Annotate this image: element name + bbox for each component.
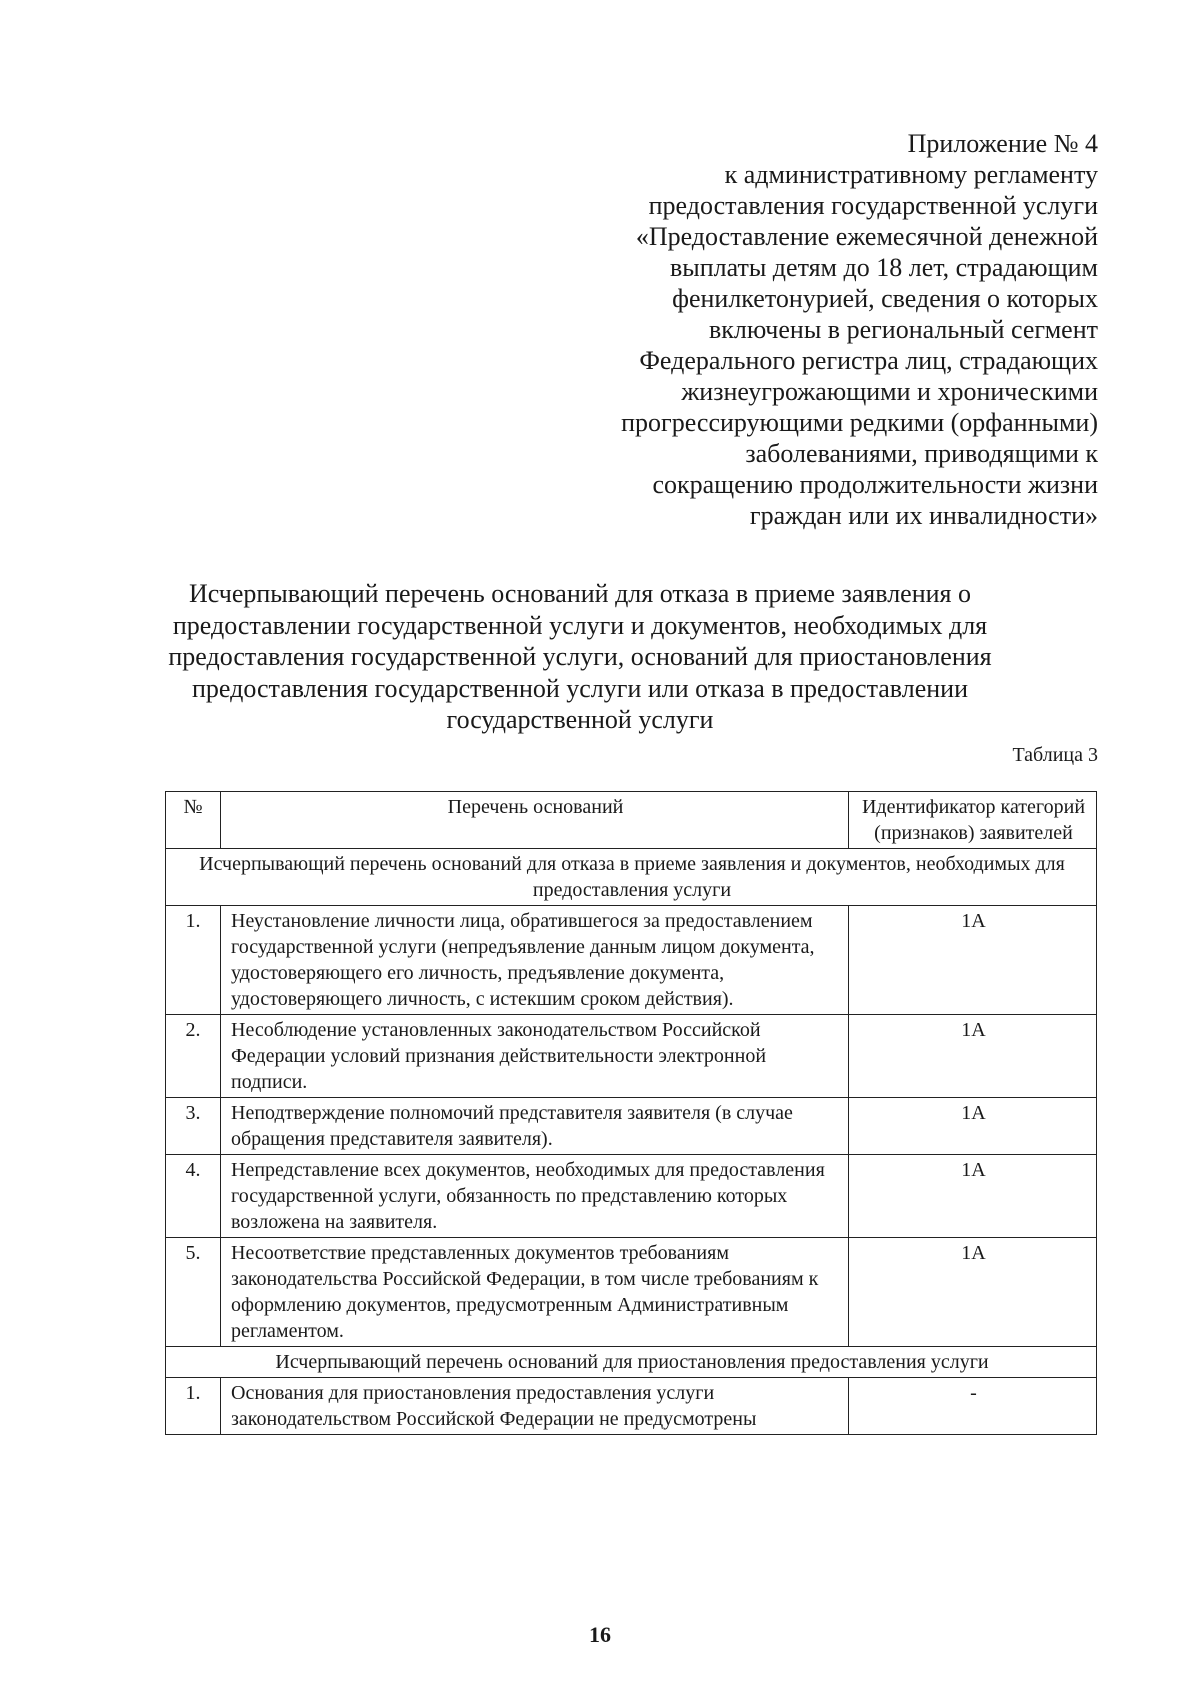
table-row xyxy=(166,1098,1097,1155)
header-grounds: Перечень оснований xyxy=(221,792,849,849)
table-header-row xyxy=(166,792,1097,849)
section-header-row xyxy=(166,849,1097,906)
row-identifier: 1А xyxy=(849,906,1097,1015)
row-identifier: 1А xyxy=(849,1098,1097,1155)
appendix-line: включены в региональный сегмент xyxy=(708,315,1098,344)
row-identifier: 1А xyxy=(849,1238,1097,1347)
row-number: 1. xyxy=(166,906,221,1015)
title-line: предоставлении государственной услуги и документов, необходимых для xyxy=(172,610,988,640)
row-identifier: - xyxy=(849,1378,1097,1435)
row-number: 4. xyxy=(166,1155,221,1238)
table-row xyxy=(166,1238,1097,1347)
row-text: Неподтверждение полномочий представителя заявителя (в случае обращения представителя заявителя). xyxy=(221,1098,849,1155)
appendix-line: граждан или их инвалидности» xyxy=(749,501,1098,530)
table-row xyxy=(166,1015,1097,1098)
table-label: Таблица 3 xyxy=(1012,744,1098,766)
appendix-line: жизнеугрожающими и хроническими xyxy=(681,377,1098,406)
section-title: Исчерпывающий перечень оснований для отказа в приеме заявления и документов, необходимых для предоставления услуги xyxy=(166,849,1097,906)
document-title xyxy=(140,578,1020,736)
row-identifier: 1А xyxy=(849,1015,1097,1098)
appendix-line: Федерального регистра лиц, страдающих xyxy=(639,346,1098,375)
appendix-line: фенилкетонурией, сведения о которых xyxy=(672,284,1098,313)
section-title: Исчерпывающий перечень оснований для приостановления предоставления услуги xyxy=(166,1347,1097,1378)
title-line: предоставления государственной услуги, оснований для приостановления xyxy=(168,642,992,671)
row-text: Несоблюдение установленных законодательством Российской Федерации условий признания действительности электронной подписи. xyxy=(221,1015,849,1098)
table-row xyxy=(166,1155,1097,1238)
table-row xyxy=(166,906,1097,1015)
table-row xyxy=(166,1378,1097,1435)
row-number: 1. xyxy=(166,1378,221,1435)
appendix-line: к административному регламенту xyxy=(724,160,1098,189)
row-text: Непредставление всех документов, необходимых для предоставления государственной услуги, обязанность по представлению которых возложена на заявителя. xyxy=(221,1155,849,1238)
appendix-line: предоставления государственной услуги xyxy=(648,191,1098,220)
page-number: 16 xyxy=(589,1622,611,1647)
title-line: государственной услуги xyxy=(446,705,714,734)
header-number: № xyxy=(166,792,221,849)
row-number: 2. xyxy=(166,1015,221,1098)
appendix-line: «Предоставление ежемесячной денежной xyxy=(635,222,1098,251)
appendix-header xyxy=(538,128,1098,531)
header-identifier: Идентификатор категорий (признаков) заявителей xyxy=(849,792,1097,849)
appendix-line: заболеваниями, приводящими к xyxy=(745,439,1098,468)
row-text: Несоответствие представленных документов требованиям законодательства Российской Федерации, в том числе требованиям к оформлению документов, предусмотренным Административным регламентом. xyxy=(221,1238,849,1347)
title-line: предоставления государственной услуги или отказа в предоставлении xyxy=(191,673,968,703)
section-header-row xyxy=(166,1347,1097,1378)
row-number: 3. xyxy=(166,1098,221,1155)
row-text: Неустановление личности лица, обратившегося за предоставлением государственной услуги (непредъявление данным лицом документа, удостоверяющего его личность, предъявление документа, удостоверяющего личность, с истекшим сроком действия). xyxy=(221,906,849,1015)
grounds-table xyxy=(165,791,1097,1435)
row-text: Основания для приостановления предоставления услуги законодательством Российской Федерации не предусмотрены xyxy=(221,1378,849,1435)
appendix-line: Приложение № 4 xyxy=(907,129,1098,158)
title-line: Исчерпывающий перечень оснований для отказа в приеме заявления о xyxy=(188,579,971,608)
row-number: 5. xyxy=(166,1238,221,1347)
row-identifier: 1А xyxy=(849,1155,1097,1238)
appendix-line: выплаты детям до 18 лет, страдающим xyxy=(669,253,1098,282)
appendix-line: прогрессирующими редкими (орфанными) xyxy=(621,408,1098,437)
appendix-line: сокращению продолжительности жизни xyxy=(652,470,1098,499)
